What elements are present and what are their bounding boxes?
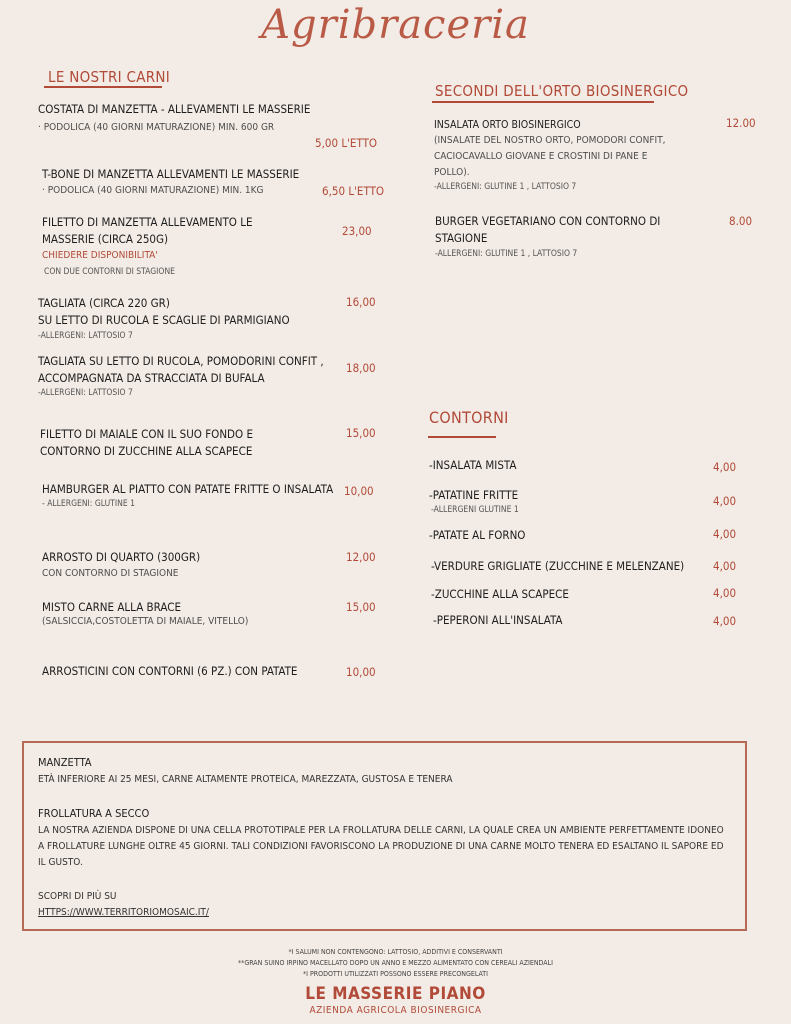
item-price: 12.00 <box>726 116 756 130</box>
item-price: 23,00 <box>342 224 372 238</box>
manzetta-title: MANZETTA <box>38 756 92 769</box>
item-price: 10,00 <box>344 484 374 498</box>
item-price: 4,00 <box>713 460 737 474</box>
item-name: -ZUCCHINE ALLA SCAPECE <box>431 587 569 601</box>
item-name: ARROSTO DI QUARTO (300GR) <box>42 550 201 564</box>
frollatura-text: LA NOSTRA AZIENDA DISPONE DI UNA CELLA PROTOTIPALE PER LA FROLLATURA DELLE CARNI, LA QUALE CREA UN AMBIENTE PERFETTAMENTE IDONEO <box>38 825 724 836</box>
item-allergens: - ALLERGENI: GLUTINE 1 <box>42 499 135 509</box>
discover-label: SCOPRI DI PIÙ SU <box>38 891 117 902</box>
carni-heading: LE NOSTRI CARNI <box>48 68 171 86</box>
item-name: HAMBURGER AL PIATTO CON PATATE FRITTE O INSALATA <box>42 482 334 496</box>
item-allergens: -ALLERGENI GLUTINE 1 <box>431 505 519 515</box>
item-allergens: -ALLERGENI: LATTOSIO 7 <box>38 331 133 341</box>
item-price: 16,00 <box>346 295 376 309</box>
brand-subtitle: AZIENDA AGRICOLA BIOSINERGICA <box>309 1005 482 1016</box>
item-name: -VERDURE GRIGLIATE (ZUCCHINE E MELENZANE) <box>431 559 685 573</box>
footer-note: *I SALUMI NON CONTENGONO: LATTOSIO, ADDITIVI E CONSERVANTI <box>288 948 503 956</box>
item-price: 5,00 L'ETTO <box>315 136 378 150</box>
item-desc: (SALSICCIA,COSTOLETTA DI MAIALE, VITELLO) <box>42 616 249 627</box>
item-price: 4,00 <box>713 494 737 508</box>
item-name: -PATATE AL FORNO <box>429 528 526 542</box>
item-desc: POLLO). <box>434 167 470 178</box>
footer-note: **GRAN SUINO IRPINO MACELLATO DOPO UN ANNO E MEZZO ALIMENTATO CON CEREALI AZIENDALI <box>238 959 553 967</box>
item-name: BURGER VEGETARIANO CON CONTORNO DI <box>435 214 661 228</box>
item-desc: · PODOLICA (40 GIORNI MATURAZIONE) MIN. 1KG <box>42 185 264 196</box>
item-name: SU LETTO DI RUCOLA E SCAGLIE DI PARMIGIANO <box>38 313 290 327</box>
item-name: TAGLIATA SU LETTO DI RUCOLA, POMODORINI CONFIT , <box>38 354 324 368</box>
item-name: -PEPERONI ALL'INSALATA <box>433 613 563 627</box>
item-desc: CON DUE CONTORNI DI STAGIONE <box>44 267 175 277</box>
item-desc: (INSALATE DEL NOSTRO ORTO, POMODORI CONFIT, <box>434 135 666 146</box>
page-title: Agribraceria <box>261 2 530 48</box>
item-price: 4,00 <box>713 614 737 628</box>
contorni-heading: CONTORNI <box>429 408 509 427</box>
item-price: 6,50 L'ETTO <box>322 184 385 198</box>
frollatura-text: A FROLLATURE LUNGHE OLTRE 45 GIORNI. TALI CONDIZIONI FAVORISCONO LA PRODUZIONE DI UNA CARNE MOLTO TENERA ED ESALTANO IL SAPORE ED <box>38 841 724 852</box>
item-name: -INSALATA MISTA <box>429 458 517 472</box>
item-price: 4,00 <box>713 559 737 573</box>
item-desc: CON CONTORNO DI STAGIONE <box>42 568 179 579</box>
item-price: 15,00 <box>346 600 376 614</box>
orto-heading: SECONDI DELL'ORTO BIOSINERGICO <box>435 82 689 100</box>
manzetta-text: ETÀ INFERIORE AI 25 MESI, CARNE ALTAMENTE PROTEICA, MAREZZATA, GUSTOSA E TENERA <box>38 774 453 785</box>
item-allergens: -ALLERGENI: LATTOSIO 7 <box>38 388 133 398</box>
website-link[interactable]: HTTPS://WWW.TERRITORIOMOSAIC.IT/ <box>38 907 209 918</box>
carni-underline <box>44 86 162 88</box>
item-price: 4,00 <box>713 527 737 541</box>
item-price: 18,00 <box>346 361 376 375</box>
item-name: -PATATINE FRITTE <box>429 488 519 502</box>
frollatura-text: IL GUSTO. <box>38 857 83 868</box>
orto-underline <box>432 101 654 103</box>
item-name: STAGIONE <box>435 231 488 245</box>
contorni-underline <box>428 436 496 438</box>
item-name: FILETTO DI MAIALE CON IL SUO FONDO E <box>40 427 253 441</box>
item-name: INSALATA ORTO BIOSINERGICO <box>434 119 581 131</box>
item-name: COSTATA DI MANZETTA - ALLEVAMENTI LE MASSERIE <box>38 102 311 116</box>
item-desc: · PODOLICA (40 GIORNI MATURAZIONE) MIN. 600 GR <box>38 122 275 133</box>
availability-note: CHIEDERE DISPONIBILITA' <box>42 250 158 261</box>
item-price: 10,00 <box>346 665 376 679</box>
item-price: 8.00 <box>729 214 753 228</box>
item-allergens: -ALLERGENI: GLUTINE 1 , LATTOSIO 7 <box>435 249 578 259</box>
item-name: T-BONE DI MANZETTA ALLEVAMENTI LE MASSERIE <box>42 167 300 181</box>
item-name: ACCOMPAGNATA DA STRACCIATA DI BUFALA <box>38 371 265 385</box>
brand-name: LE MASSERIE PIANO <box>305 984 486 1004</box>
item-name: ARROSTICINI CON CONTORNI (6 PZ.) CON PATATE <box>42 664 298 678</box>
item-price: 12,00 <box>346 550 376 564</box>
item-name: MASSERIE (CIRCA 250G) <box>42 232 169 246</box>
item-allergens: -ALLERGENI: GLUTINE 1 , LATTOSIO 7 <box>434 182 577 192</box>
item-name: CONTORNO DI ZUCCHINE ALLA SCAPECE <box>40 444 253 458</box>
frollatura-title: FROLLATURA A SECCO <box>38 807 150 820</box>
item-name: FILETTO DI MANZETTA ALLEVAMENTO LE <box>42 215 253 229</box>
item-name: TAGLIATA (CIRCA 220 GR) <box>38 296 170 310</box>
item-desc: CACIOCAVALLO GIOVANE E CROSTINI DI PANE E <box>434 151 648 162</box>
item-price: 15,00 <box>346 426 376 440</box>
item-name: MISTO CARNE ALLA BRACE <box>42 600 182 614</box>
item-price: 4,00 <box>713 586 737 600</box>
footer-note: *I PRODOTTI UTILIZZATI POSSONO ESSERE PRECONGELATI <box>302 970 488 978</box>
